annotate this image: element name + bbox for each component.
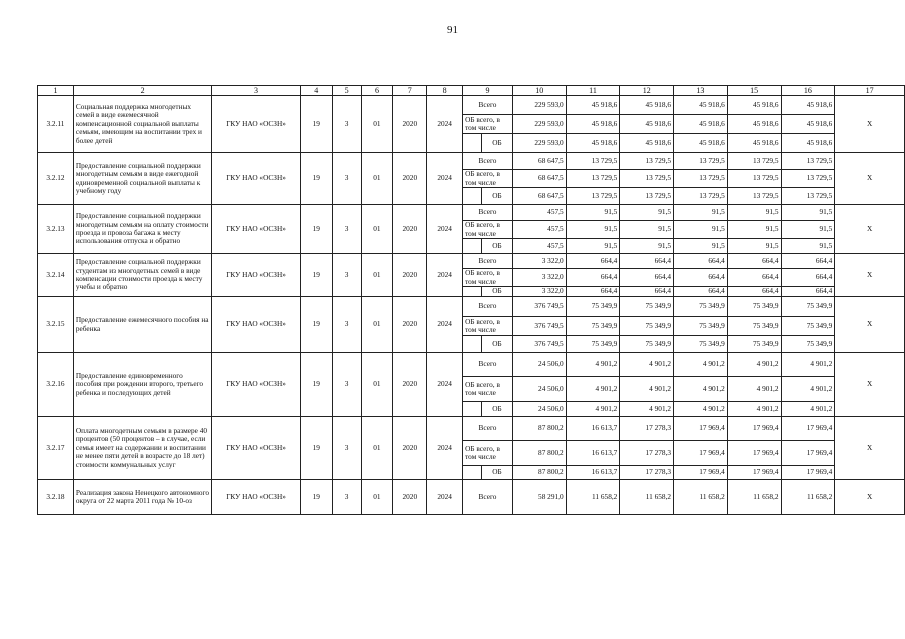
amount-cell: 75 349,9 xyxy=(620,317,674,336)
amount-cell: 75 349,9 xyxy=(727,317,781,336)
amount-cell: 664,4 xyxy=(727,254,781,269)
amount-cell: 4 901,2 xyxy=(620,402,674,417)
amount-cell: 45 918,6 xyxy=(727,96,781,115)
amount-cell: 376 749,5 xyxy=(512,336,566,353)
amount-cell: 457,5 xyxy=(512,239,566,254)
mark-x: Х xyxy=(835,297,905,353)
amount-cell: 4 901,2 xyxy=(566,402,620,417)
amount-cell: 75 349,9 xyxy=(781,336,835,353)
header-cell: 13 xyxy=(674,86,728,96)
amount-cell: 45 918,6 xyxy=(566,96,620,115)
amount-cell: 16 613,7 xyxy=(566,441,620,466)
funding-label-ob: ОБ xyxy=(481,466,512,480)
amount-cell: 4 901,2 xyxy=(781,353,835,377)
start-year: 2020 xyxy=(393,96,427,153)
code-col5: 3 xyxy=(332,153,361,205)
code-col4: 19 xyxy=(300,254,332,297)
amount-cell: 91,5 xyxy=(674,205,728,221)
amount-cell: 45 918,6 xyxy=(620,115,674,134)
amount-cell: 376 749,5 xyxy=(512,297,566,317)
amount-cell: 58 291,0 xyxy=(512,480,566,515)
executor: ГКУ НАО «ОСЗН» xyxy=(212,96,301,153)
amount-cell: 91,5 xyxy=(674,221,728,239)
amount-cell: 17 278,3 xyxy=(620,466,674,480)
amount-cell: 229 593,0 xyxy=(512,134,566,153)
amount-cell: 229 593,0 xyxy=(512,96,566,115)
header-cell: 5 xyxy=(332,86,361,96)
item-number: 3.2.15 xyxy=(38,297,74,353)
amount-cell: 91,5 xyxy=(620,205,674,221)
funding-label-ob-total: ОБ всего, в том числе xyxy=(463,269,513,287)
code-col6: 01 xyxy=(361,417,393,480)
amount-cell: 91,5 xyxy=(781,205,835,221)
table-row xyxy=(38,297,905,317)
amount-cell: 457,5 xyxy=(512,221,566,239)
header-cell: 16 xyxy=(781,86,835,96)
amount-cell: 11 658,2 xyxy=(727,480,781,515)
header-cell: 11 xyxy=(566,86,620,96)
amount-cell: 13 729,5 xyxy=(566,170,620,188)
table-row xyxy=(38,417,905,441)
executor: ГКУ НАО «ОСЗН» xyxy=(212,297,301,353)
amount-cell: 664,4 xyxy=(674,287,728,297)
funding-label-ob-total: ОБ всего, в том числе xyxy=(463,221,513,239)
item-name: Предоставление социальной поддержки многодетным семьям на оплату стоимости проезда и провоза багажа к месту использования отпуска и обратно xyxy=(73,205,211,254)
funding-label-spacer xyxy=(463,287,482,297)
code-col5: 3 xyxy=(332,297,361,353)
mark-x: Х xyxy=(835,96,905,153)
code-col6: 01 xyxy=(361,153,393,205)
header-cell: 6 xyxy=(361,86,393,96)
amount-cell: 4 901,2 xyxy=(566,353,620,377)
funding-label-ob-total: ОБ всего, в том числе xyxy=(463,441,513,466)
amount-cell: 45 918,6 xyxy=(781,134,835,153)
executor: ГКУ НАО «ОСЗН» xyxy=(212,417,301,480)
amount-cell: 4 901,2 xyxy=(674,402,728,417)
funding-label-ob: ОБ xyxy=(481,402,512,417)
amount-cell: 45 918,6 xyxy=(620,96,674,115)
amount-cell: 75 349,9 xyxy=(674,297,728,317)
amount-cell: 17 969,4 xyxy=(727,417,781,441)
end-year: 2024 xyxy=(427,205,463,254)
amount-cell: 664,4 xyxy=(781,254,835,269)
amount-cell: 91,5 xyxy=(620,221,674,239)
amount-cell: 4 901,2 xyxy=(781,377,835,402)
amount-cell: 13 729,5 xyxy=(566,188,620,205)
amount-cell: 13 729,5 xyxy=(620,170,674,188)
amount-cell: 17 969,4 xyxy=(727,441,781,466)
code-col4: 19 xyxy=(300,417,332,480)
code-col6: 01 xyxy=(361,96,393,153)
amount-cell: 13 729,5 xyxy=(674,188,728,205)
start-year: 2020 xyxy=(393,205,427,254)
funding-label-spacer xyxy=(463,239,482,254)
amount-cell: 11 658,2 xyxy=(674,480,728,515)
table-row xyxy=(38,480,905,515)
amount-cell: 664,4 xyxy=(781,287,835,297)
amount-cell: 4 901,2 xyxy=(674,377,728,402)
code-col5: 3 xyxy=(332,480,361,515)
mark-x: Х xyxy=(835,254,905,297)
amount-cell: 75 349,9 xyxy=(674,317,728,336)
amount-cell: 75 349,9 xyxy=(781,297,835,317)
header-cell: 9 xyxy=(463,86,513,96)
amount-cell: 91,5 xyxy=(620,239,674,254)
funding-label-ob-total: ОБ всего, в том числе xyxy=(463,317,513,336)
amount-cell: 11 658,2 xyxy=(620,480,674,515)
amount-cell: 13 729,5 xyxy=(620,188,674,205)
item-name: Оплата многодетным семьям в размере 40 процентов (50 процентов – в случае, если семья имеет на содержании и воспитании не менее пяти детей в возрасте до 18 лет) стоимости коммунальных услуг xyxy=(73,417,211,480)
amount-cell: 16 613,7 xyxy=(566,417,620,441)
amount-cell: 68 647,5 xyxy=(512,170,566,188)
end-year: 2024 xyxy=(427,153,463,205)
amount-cell: 17 969,4 xyxy=(781,466,835,480)
amount-cell: 13 729,5 xyxy=(674,170,728,188)
executor: ГКУ НАО «ОСЗН» xyxy=(212,353,301,417)
amount-cell: 91,5 xyxy=(566,221,620,239)
header-cell: 8 xyxy=(427,86,463,96)
header-cell: 7 xyxy=(393,86,427,96)
end-year: 2024 xyxy=(427,254,463,297)
amount-cell: 75 349,9 xyxy=(566,336,620,353)
amount-cell: 16 613,7 xyxy=(566,466,620,480)
amount-cell: 664,4 xyxy=(727,269,781,287)
amount-cell: 664,4 xyxy=(620,269,674,287)
amount-cell: 75 349,9 xyxy=(620,336,674,353)
start-year: 2020 xyxy=(393,480,427,515)
amount-cell: 45 918,6 xyxy=(674,134,728,153)
code-col6: 01 xyxy=(361,205,393,254)
amount-cell: 75 349,9 xyxy=(566,297,620,317)
amount-cell: 4 901,2 xyxy=(727,402,781,417)
code-col5: 3 xyxy=(332,417,361,480)
amount-cell: 45 918,6 xyxy=(674,96,728,115)
amount-cell: 13 729,5 xyxy=(674,153,728,170)
start-year: 2020 xyxy=(393,254,427,297)
end-year: 2024 xyxy=(427,353,463,417)
amount-cell: 4 901,2 xyxy=(727,353,781,377)
funding-label-total: Всего xyxy=(463,417,513,441)
amount-cell: 13 729,5 xyxy=(727,153,781,170)
amount-cell: 45 918,6 xyxy=(566,115,620,134)
amount-cell: 664,4 xyxy=(566,254,620,269)
funding-label-total: Всего xyxy=(463,205,513,221)
amount-cell: 24 506,0 xyxy=(512,377,566,402)
end-year: 2024 xyxy=(427,96,463,153)
start-year: 2020 xyxy=(393,353,427,417)
budget-table xyxy=(37,85,905,515)
code-col6: 01 xyxy=(361,297,393,353)
amount-cell: 11 658,2 xyxy=(566,480,620,515)
funding-label-total: Всего xyxy=(463,297,513,317)
funding-label-spacer xyxy=(463,466,482,480)
header-cell: 12 xyxy=(620,86,674,96)
table-row xyxy=(38,254,905,269)
amount-cell: 75 349,9 xyxy=(727,336,781,353)
executor: ГКУ НАО «ОСЗН» xyxy=(212,205,301,254)
executor: ГКУ НАО «ОСЗН» xyxy=(212,153,301,205)
mark-x: Х xyxy=(835,353,905,417)
amount-cell: 4 901,2 xyxy=(781,402,835,417)
mark-x: Х xyxy=(835,480,905,515)
start-year: 2020 xyxy=(393,153,427,205)
amount-cell: 45 918,6 xyxy=(781,96,835,115)
end-year: 2024 xyxy=(427,480,463,515)
amount-cell: 91,5 xyxy=(566,205,620,221)
item-number: 3.2.17 xyxy=(38,417,74,480)
header-row xyxy=(38,86,905,96)
amount-cell: 4 901,2 xyxy=(620,377,674,402)
amount-cell: 45 918,6 xyxy=(727,134,781,153)
amount-cell: 17 278,3 xyxy=(620,441,674,466)
amount-cell: 45 918,6 xyxy=(620,134,674,153)
mark-x: Х xyxy=(835,205,905,254)
item-name: Социальная поддержка многодетных семей в виде ежемесячной компенсационной социальной выплаты семьям, имеющим на воспитании трех и более детей xyxy=(73,96,211,153)
amount-cell: 91,5 xyxy=(674,239,728,254)
code-col4: 19 xyxy=(300,205,332,254)
amount-cell: 91,5 xyxy=(781,221,835,239)
start-year: 2020 xyxy=(393,297,427,353)
amount-cell: 13 729,5 xyxy=(566,153,620,170)
amount-cell: 17 278,3 xyxy=(620,417,674,441)
code-col5: 3 xyxy=(332,353,361,417)
funding-label-total: Всего xyxy=(463,153,513,170)
item-number: 3.2.14 xyxy=(38,254,74,297)
code-col4: 19 xyxy=(300,480,332,515)
amount-cell: 4 901,2 xyxy=(566,377,620,402)
amount-cell: 87 800,2 xyxy=(512,441,566,466)
funding-label-ob: ОБ xyxy=(481,188,512,205)
amount-cell: 17 969,4 xyxy=(674,441,728,466)
funding-label-total: Всего xyxy=(463,254,513,269)
funding-label-ob: ОБ xyxy=(481,134,512,153)
amount-cell: 13 729,5 xyxy=(620,153,674,170)
amount-cell: 75 349,9 xyxy=(620,297,674,317)
mark-x: Х xyxy=(835,417,905,480)
amount-cell: 664,4 xyxy=(674,254,728,269)
amount-cell: 17 969,4 xyxy=(781,417,835,441)
amount-cell: 664,4 xyxy=(781,269,835,287)
funding-label-spacer xyxy=(463,336,482,353)
amount-cell: 75 349,9 xyxy=(781,317,835,336)
amount-cell: 664,4 xyxy=(566,287,620,297)
funding-label-total: Всего xyxy=(463,353,513,377)
code-col6: 01 xyxy=(361,480,393,515)
amount-cell: 17 969,4 xyxy=(727,466,781,480)
header-cell: 17 xyxy=(835,86,905,96)
code-col5: 3 xyxy=(332,96,361,153)
amount-cell: 664,4 xyxy=(620,287,674,297)
amount-cell: 457,5 xyxy=(512,205,566,221)
amount-cell: 91,5 xyxy=(566,239,620,254)
item-name: Предоставление ежемесячного пособия на ребенка xyxy=(73,297,211,353)
funding-label-ob: ОБ xyxy=(481,287,512,297)
funding-label-ob-total: ОБ всего, в том числе xyxy=(463,170,513,188)
amount-cell: 75 349,9 xyxy=(727,297,781,317)
amount-cell: 13 729,5 xyxy=(727,170,781,188)
amount-cell: 91,5 xyxy=(727,239,781,254)
header-cell: 3 xyxy=(212,86,301,96)
item-name: Предоставление социальной поддержки многодетным семьям в виде ежегодной единовременной социальной выплаты к учебному году xyxy=(73,153,211,205)
amount-cell: 4 901,2 xyxy=(674,353,728,377)
header-cell: 4 xyxy=(300,86,332,96)
code-col4: 19 xyxy=(300,96,332,153)
header-cell: 15 xyxy=(727,86,781,96)
item-name: Предоставление социальной поддержки студентам из многодетных семей в виде компенсации стоимости проезда к месту учебы и обратно xyxy=(73,254,211,297)
amount-cell: 24 506,0 xyxy=(512,402,566,417)
item-name: Реализация закона Ненецкого автономного округа от 22 марта 2011 года № 10-оз xyxy=(73,480,211,515)
amount-cell: 17 969,4 xyxy=(674,466,728,480)
start-year: 2020 xyxy=(393,417,427,480)
amount-cell: 13 729,5 xyxy=(727,188,781,205)
amount-cell: 664,4 xyxy=(674,269,728,287)
amount-cell: 91,5 xyxy=(781,239,835,254)
amount-cell: 68 647,5 xyxy=(512,153,566,170)
amount-cell: 376 749,5 xyxy=(512,317,566,336)
amount-cell: 11 658,2 xyxy=(781,480,835,515)
funding-label-total: Всего xyxy=(463,480,513,515)
executor: ГКУ НАО «ОСЗН» xyxy=(212,254,301,297)
amount-cell: 87 800,2 xyxy=(512,417,566,441)
amount-cell: 17 969,4 xyxy=(781,441,835,466)
amount-cell: 13 729,5 xyxy=(781,170,835,188)
end-year: 2024 xyxy=(427,417,463,480)
header-cell: 10 xyxy=(512,86,566,96)
funding-label-spacer xyxy=(463,188,482,205)
amount-cell: 45 918,6 xyxy=(674,115,728,134)
funding-label-ob-total: ОБ всего, в том числе xyxy=(463,115,513,134)
amount-cell: 664,4 xyxy=(566,269,620,287)
item-name: Предоставление единовременного пособия при рождении второго, третьего ребенка и последующих детей xyxy=(73,353,211,417)
amount-cell: 3 322,0 xyxy=(512,287,566,297)
header-cell: 2 xyxy=(73,86,211,96)
executor: ГКУ НАО «ОСЗН» xyxy=(212,480,301,515)
amount-cell: 13 729,5 xyxy=(781,153,835,170)
amount-cell: 664,4 xyxy=(727,287,781,297)
amount-cell: 4 901,2 xyxy=(727,377,781,402)
amount-cell: 75 349,9 xyxy=(674,336,728,353)
amount-cell: 3 322,0 xyxy=(512,269,566,287)
item-number: 3.2.11 xyxy=(38,96,74,153)
table-row xyxy=(38,153,905,170)
amount-cell: 87 800,2 xyxy=(512,466,566,480)
amount-cell: 91,5 xyxy=(727,221,781,239)
table-row xyxy=(38,353,905,377)
code-col4: 19 xyxy=(300,297,332,353)
table-row xyxy=(38,205,905,221)
amount-cell: 45 918,6 xyxy=(781,115,835,134)
funding-label-spacer xyxy=(463,134,482,153)
page-number: 91 xyxy=(447,24,458,36)
amount-cell: 4 901,2 xyxy=(620,353,674,377)
item-number: 3.2.12 xyxy=(38,153,74,205)
code-col6: 01 xyxy=(361,353,393,417)
code-col4: 19 xyxy=(300,153,332,205)
amount-cell: 229 593,0 xyxy=(512,115,566,134)
amount-cell: 664,4 xyxy=(620,254,674,269)
funding-label-ob: ОБ xyxy=(481,239,512,254)
funding-label-total: Всего xyxy=(463,96,513,115)
amount-cell: 3 322,0 xyxy=(512,254,566,269)
item-number: 3.2.18 xyxy=(38,480,74,515)
code-col6: 01 xyxy=(361,254,393,297)
amount-cell: 75 349,9 xyxy=(566,317,620,336)
amount-cell: 91,5 xyxy=(727,205,781,221)
amount-cell: 45 918,6 xyxy=(727,115,781,134)
amount-cell: 24 506,0 xyxy=(512,353,566,377)
funding-label-ob: ОБ xyxy=(481,336,512,353)
code-col5: 3 xyxy=(332,205,361,254)
header-cell: 1 xyxy=(38,86,74,96)
item-number: 3.2.13 xyxy=(38,205,74,254)
amount-cell: 68 647,5 xyxy=(512,188,566,205)
amount-cell: 17 969,4 xyxy=(674,417,728,441)
code-col4: 19 xyxy=(300,353,332,417)
table-row xyxy=(38,96,905,115)
end-year: 2024 xyxy=(427,297,463,353)
amount-cell: 45 918,6 xyxy=(566,134,620,153)
funding-label-spacer xyxy=(463,402,482,417)
amount-cell: 13 729,5 xyxy=(781,188,835,205)
code-col5: 3 xyxy=(332,254,361,297)
funding-label-ob-total: ОБ всего, в том числе xyxy=(463,377,513,402)
mark-x: Х xyxy=(835,153,905,205)
item-number: 3.2.16 xyxy=(38,353,74,417)
